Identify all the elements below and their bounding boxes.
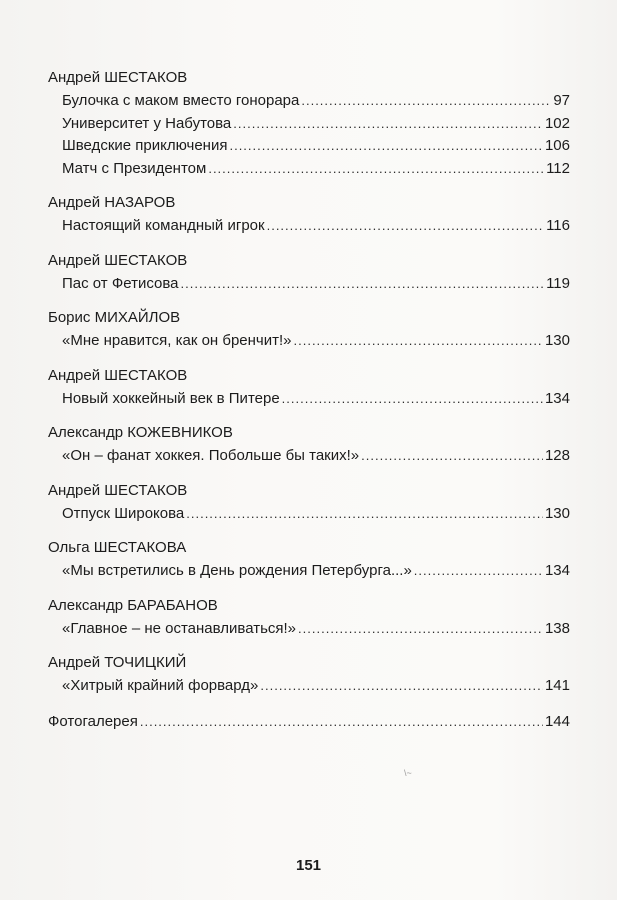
toc-section: [48, 653, 570, 698]
entry-title: Шведские приключения: [62, 137, 228, 154]
page-number: 151: [295, 857, 322, 874]
author-name: Андрей ШЕСТАКОВ: [48, 251, 188, 269]
toc-entry: [62, 330, 570, 353]
entry-title: Настоящий командный игрок: [62, 217, 265, 234]
dot-leader: [229, 135, 543, 158]
dot-leader: [140, 711, 543, 734]
toc-entry: [62, 445, 570, 468]
toc-section: [48, 251, 570, 296]
toc-section: [48, 481, 570, 526]
dot-leader: [361, 445, 543, 468]
toc-entry: [62, 113, 570, 136]
dot-leader: [181, 273, 545, 296]
author-name: Андрей ШЕСТАКОВ: [48, 366, 188, 384]
dot-leader: [208, 158, 544, 181]
entry-title: Фотогалерея: [48, 712, 138, 730]
dot-leader: [267, 215, 544, 238]
entry-page: 128: [544, 447, 570, 464]
entry-title: «Хитрый крайний форвард»: [62, 677, 259, 694]
entry-page: 97: [553, 92, 570, 109]
author-name: Андрей ШЕСТАКОВ: [48, 69, 188, 86]
toc-entry: [62, 215, 570, 238]
author-name: Андрей ТОЧИЦКИЙ: [48, 654, 187, 671]
toc-section: [48, 596, 570, 641]
dot-leader: [301, 90, 551, 113]
entry-page: 112: [546, 159, 570, 177]
entry-title: Булочка с маком вместо гонорара: [62, 92, 300, 109]
entry-page: 144: [544, 712, 570, 730]
entry-title: Отпуск Широкова: [62, 504, 185, 522]
toc-entry: [62, 618, 570, 641]
author-name: Александр БАРАБАНОВ: [48, 596, 218, 614]
entry-title: Университет у Набутова: [62, 114, 232, 132]
toc-section: [48, 308, 570, 353]
entry-page: 106: [544, 137, 570, 154]
toc-entry: [62, 503, 570, 526]
author-name: Андрей ШЕСТАКОВ: [48, 481, 188, 499]
toc-entry: [62, 388, 570, 411]
author-name: Андрей НАЗАРОВ: [48, 194, 176, 211]
author-name: Александр КОЖЕВНИКОВ: [48, 424, 233, 441]
entry-page: 141: [544, 677, 570, 694]
dot-leader: [233, 113, 543, 136]
entry-page: 130: [544, 332, 570, 349]
entry-title: Матч с Президентом: [62, 159, 207, 177]
toc-entry: [62, 135, 570, 158]
dot-leader: [282, 388, 543, 411]
author-name: Ольга ШЕСТАКОВА: [48, 539, 187, 556]
entry-title: Новый хоккейный век в Питере: [62, 389, 280, 407]
dot-leader: [260, 675, 543, 698]
toc-entry: [62, 90, 570, 113]
toc-section: [48, 538, 570, 583]
entry-page: 134: [544, 389, 570, 407]
entry-page: 138: [544, 619, 570, 637]
dot-leader: [186, 503, 543, 526]
author-name: Борис МИХАЙЛОВ: [48, 309, 181, 326]
toc-section: [48, 423, 570, 468]
paper-mark: \~: [404, 768, 412, 778]
entry-page: 130: [544, 504, 570, 522]
toc-section: [48, 68, 570, 180]
dot-leader: [298, 618, 543, 641]
entry-page: 102: [544, 114, 570, 132]
entry-title: «Мы встретились в День рождения Петербурга...»: [62, 562, 412, 579]
toc-entry: [62, 675, 570, 698]
entry-title: «Мне нравится, как он бренчит!»: [62, 332, 292, 349]
table-of-contents: [48, 68, 570, 733]
toc-entry: [62, 560, 570, 583]
entry-page: 116: [546, 217, 570, 234]
entry-title: Пас от Фетисова: [62, 274, 179, 292]
toc-entry: [62, 273, 570, 296]
toc-entry: [62, 158, 570, 181]
entry-title: «Он – фанат хоккея. Побольше бы таких!»: [62, 447, 360, 464]
entry-page: 134: [544, 562, 570, 579]
toc-entry-gallery: [48, 711, 570, 734]
dot-leader: [294, 330, 543, 353]
toc-section: [48, 193, 570, 238]
entry-page: 119: [546, 274, 570, 292]
toc-section: [48, 366, 570, 411]
dot-leader: [414, 560, 543, 583]
entry-title: «Главное – не останавливаться!»: [62, 619, 297, 637]
